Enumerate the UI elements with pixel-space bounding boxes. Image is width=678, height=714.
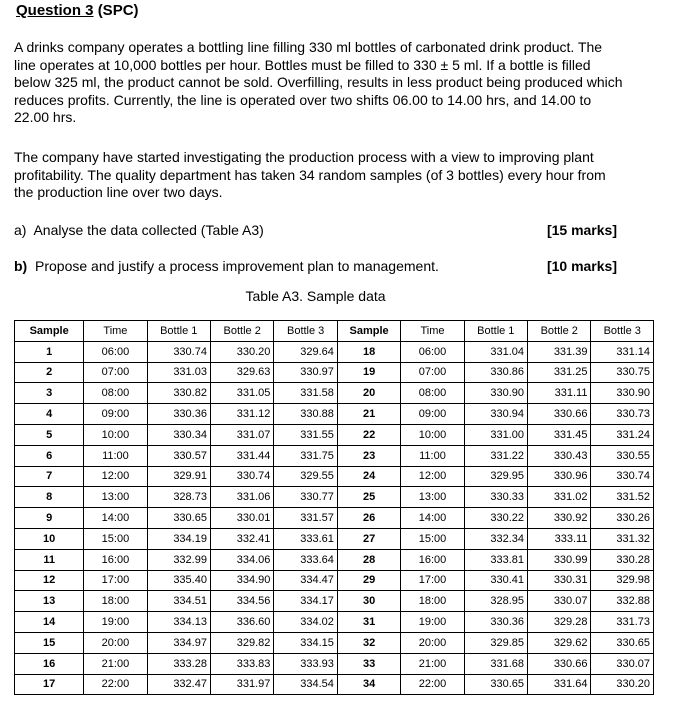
sample-number-cell: 26 bbox=[337, 508, 401, 529]
bottle-value-cell: 331.12 bbox=[210, 404, 273, 425]
bottle-value-cell: 333.61 bbox=[274, 528, 337, 549]
bottle-value-cell: 334.17 bbox=[274, 591, 337, 612]
table-row bbox=[15, 424, 654, 445]
sample-data-table bbox=[14, 320, 654, 695]
bottle-value-cell: 330.86 bbox=[464, 362, 527, 383]
time-cell: 06:00 bbox=[84, 341, 147, 362]
bottle-value-cell: 329.63 bbox=[210, 362, 273, 383]
sample-number-cell: 14 bbox=[15, 612, 84, 633]
sample-number-cell: 25 bbox=[337, 487, 401, 508]
time-cell: 07:00 bbox=[84, 362, 147, 383]
sample-number-cell: 9 bbox=[15, 508, 84, 529]
table-row bbox=[15, 508, 654, 529]
table-caption: Table A3. Sample data bbox=[245, 288, 386, 304]
table-row bbox=[15, 653, 654, 674]
table-row bbox=[15, 632, 654, 653]
bottle-value-cell: 331.57 bbox=[274, 508, 337, 529]
bottle-value-cell: 329.85 bbox=[464, 632, 527, 653]
sample-number-cell: 21 bbox=[337, 404, 401, 425]
sample-number-cell: 15 bbox=[15, 632, 84, 653]
sample-number-cell: 12 bbox=[15, 570, 84, 591]
bottle-value-cell: 329.91 bbox=[147, 466, 210, 487]
time-cell: 22:00 bbox=[401, 674, 464, 695]
sample-number-cell: 5 bbox=[15, 424, 84, 445]
column-header-sample: Sample bbox=[337, 321, 401, 342]
bottle-value-cell: 331.07 bbox=[210, 424, 273, 445]
bottle-value-cell: 332.47 bbox=[147, 674, 210, 695]
time-cell: 08:00 bbox=[401, 383, 464, 404]
column-header-bottle-2: Bottle 2 bbox=[528, 321, 591, 342]
bottle-value-cell: 329.98 bbox=[591, 570, 654, 591]
time-cell: 19:00 bbox=[84, 612, 147, 633]
bottle-value-cell: 330.97 bbox=[274, 362, 337, 383]
sample-number-cell: 29 bbox=[337, 570, 401, 591]
bottle-value-cell: 334.47 bbox=[274, 570, 337, 591]
time-cell: 06:00 bbox=[401, 341, 464, 362]
time-cell: 18:00 bbox=[84, 591, 147, 612]
time-cell: 11:00 bbox=[84, 445, 147, 466]
sample-number-cell: 2 bbox=[15, 362, 84, 383]
bottle-value-cell: 333.83 bbox=[210, 653, 273, 674]
sample-number-cell: 23 bbox=[337, 445, 401, 466]
sample-number-cell: 19 bbox=[337, 362, 401, 383]
bottle-value-cell: 330.41 bbox=[464, 570, 527, 591]
bottle-value-cell: 330.90 bbox=[464, 383, 527, 404]
table-row bbox=[15, 404, 654, 425]
sample-number-cell: 4 bbox=[15, 404, 84, 425]
bottle-value-cell: 335.40 bbox=[147, 570, 210, 591]
bottle-value-cell: 331.04 bbox=[464, 341, 527, 362]
question-b bbox=[14, 258, 617, 274]
time-cell: 10:00 bbox=[84, 424, 147, 445]
bottle-value-cell: 329.82 bbox=[210, 632, 273, 653]
bottle-value-cell: 329.64 bbox=[274, 341, 337, 362]
time-cell: 14:00 bbox=[401, 508, 464, 529]
bottle-value-cell: 334.19 bbox=[147, 528, 210, 549]
bottle-value-cell: 330.55 bbox=[591, 445, 654, 466]
bottle-value-cell: 330.96 bbox=[528, 466, 591, 487]
time-cell: 19:00 bbox=[401, 612, 464, 633]
bottle-value-cell: 330.20 bbox=[591, 674, 654, 695]
time-cell: 21:00 bbox=[84, 653, 147, 674]
time-cell: 22:00 bbox=[84, 674, 147, 695]
bottle-value-cell: 334.97 bbox=[147, 632, 210, 653]
sample-number-cell: 27 bbox=[337, 528, 401, 549]
column-header-time: Time bbox=[84, 321, 147, 342]
question-a bbox=[14, 222, 617, 238]
bottle-value-cell: 333.93 bbox=[274, 653, 337, 674]
sample-number-cell: 3 bbox=[15, 383, 84, 404]
bottle-value-cell: 331.03 bbox=[147, 362, 210, 383]
sample-number-cell: 18 bbox=[337, 341, 401, 362]
bottle-value-cell: 330.28 bbox=[591, 549, 654, 570]
bottle-value-cell: 331.97 bbox=[210, 674, 273, 695]
time-cell: 16:00 bbox=[84, 549, 147, 570]
bottle-value-cell: 330.07 bbox=[528, 591, 591, 612]
bottle-value-cell: 331.25 bbox=[528, 362, 591, 383]
bottle-value-cell: 334.90 bbox=[210, 570, 273, 591]
bottle-value-cell: 330.01 bbox=[210, 508, 273, 529]
sample-number-cell: 24 bbox=[337, 466, 401, 487]
question-a-text bbox=[14, 222, 264, 238]
table-row bbox=[15, 487, 654, 508]
bottle-value-cell: 331.45 bbox=[528, 424, 591, 445]
table-row bbox=[15, 549, 654, 570]
bottle-value-cell: 331.06 bbox=[210, 487, 273, 508]
time-cell: 07:00 bbox=[401, 362, 464, 383]
bottle-value-cell: 330.57 bbox=[147, 445, 210, 466]
bottle-value-cell: 330.82 bbox=[147, 383, 210, 404]
bottle-value-cell: 332.99 bbox=[147, 549, 210, 570]
time-cell: 20:00 bbox=[84, 632, 147, 653]
sample-number-cell: 30 bbox=[337, 591, 401, 612]
bottle-value-cell: 331.05 bbox=[210, 383, 273, 404]
table-row bbox=[15, 341, 654, 362]
bottle-value-cell: 330.33 bbox=[464, 487, 527, 508]
bottle-value-cell: 334.54 bbox=[274, 674, 337, 695]
table-row bbox=[15, 612, 654, 633]
bottle-value-cell: 330.88 bbox=[274, 404, 337, 425]
time-cell: 17:00 bbox=[401, 570, 464, 591]
bottle-value-cell: 330.31 bbox=[528, 570, 591, 591]
bottle-value-cell: 330.99 bbox=[528, 549, 591, 570]
table-row bbox=[15, 570, 654, 591]
question-heading bbox=[16, 2, 139, 19]
bottle-value-cell: 330.07 bbox=[591, 653, 654, 674]
bottle-value-cell: 332.88 bbox=[591, 591, 654, 612]
sample-number-cell: 20 bbox=[337, 383, 401, 404]
bottle-value-cell: 330.43 bbox=[528, 445, 591, 466]
sample-number-cell: 11 bbox=[15, 549, 84, 570]
question-b-text bbox=[14, 258, 439, 274]
bottle-value-cell: 334.15 bbox=[274, 632, 337, 653]
bottle-value-cell: 330.65 bbox=[591, 632, 654, 653]
time-cell: 13:00 bbox=[401, 487, 464, 508]
sample-number-cell: 34 bbox=[337, 674, 401, 695]
bottle-value-cell: 330.20 bbox=[210, 341, 273, 362]
bottle-value-cell: 331.22 bbox=[464, 445, 527, 466]
sample-number-cell: 1 bbox=[15, 341, 84, 362]
time-cell: 11:00 bbox=[401, 445, 464, 466]
column-header-bottle-2: Bottle 2 bbox=[210, 321, 273, 342]
time-cell: 10:00 bbox=[401, 424, 464, 445]
sample-number-cell: 22 bbox=[337, 424, 401, 445]
bottle-value-cell: 330.90 bbox=[591, 383, 654, 404]
sample-number-cell: 10 bbox=[15, 528, 84, 549]
bottle-value-cell: 330.94 bbox=[464, 404, 527, 425]
bottle-value-cell: 329.28 bbox=[528, 612, 591, 633]
bottle-value-cell: 334.06 bbox=[210, 549, 273, 570]
table-row bbox=[15, 591, 654, 612]
sample-number-cell: 31 bbox=[337, 612, 401, 633]
question-a-letter: a) bbox=[14, 222, 27, 238]
bottle-value-cell: 330.26 bbox=[591, 508, 654, 529]
question-b-marks: [10 marks] bbox=[546, 258, 617, 274]
bottle-value-cell: 334.13 bbox=[147, 612, 210, 633]
bottle-value-cell: 331.64 bbox=[528, 674, 591, 695]
column-header-bottle-3: Bottle 3 bbox=[274, 321, 337, 342]
bottle-value-cell: 330.22 bbox=[464, 508, 527, 529]
bottle-value-cell: 330.74 bbox=[591, 466, 654, 487]
sample-number-cell: 33 bbox=[337, 653, 401, 674]
bottle-value-cell: 329.95 bbox=[464, 466, 527, 487]
bottle-value-cell: 331.02 bbox=[528, 487, 591, 508]
time-cell: 12:00 bbox=[401, 466, 464, 487]
bottle-value-cell: 330.77 bbox=[274, 487, 337, 508]
bottle-value-cell: 331.52 bbox=[591, 487, 654, 508]
sample-number-cell: 17 bbox=[15, 674, 84, 695]
time-cell: 13:00 bbox=[84, 487, 147, 508]
time-cell: 14:00 bbox=[84, 508, 147, 529]
sample-number-cell: 28 bbox=[337, 549, 401, 570]
table-row bbox=[15, 362, 654, 383]
bottle-value-cell: 336.60 bbox=[210, 612, 273, 633]
bottle-value-cell: 331.58 bbox=[274, 383, 337, 404]
time-cell: 09:00 bbox=[401, 404, 464, 425]
bottle-value-cell: 331.39 bbox=[528, 341, 591, 362]
bottle-value-cell: 333.11 bbox=[528, 528, 591, 549]
table-header-row bbox=[15, 321, 654, 342]
bottle-value-cell: 333.64 bbox=[274, 549, 337, 570]
bottle-value-cell: 331.00 bbox=[464, 424, 527, 445]
time-cell: 17:00 bbox=[84, 570, 147, 591]
bottle-value-cell: 331.32 bbox=[591, 528, 654, 549]
sample-number-cell: 16 bbox=[15, 653, 84, 674]
bottle-value-cell: 331.73 bbox=[591, 612, 654, 633]
table-row bbox=[15, 528, 654, 549]
bottle-value-cell: 331.24 bbox=[591, 424, 654, 445]
question-a-marks: [15 marks] bbox=[546, 222, 617, 238]
bottle-value-cell: 334.51 bbox=[147, 591, 210, 612]
bottle-value-cell: 328.95 bbox=[464, 591, 527, 612]
bottle-value-cell: 334.56 bbox=[210, 591, 273, 612]
time-cell: 15:00 bbox=[401, 528, 464, 549]
question-b-body: Propose and justify a process improvement plan to management. bbox=[35, 258, 439, 274]
bottle-value-cell: 330.75 bbox=[591, 362, 654, 383]
sample-number-cell: 13 bbox=[15, 591, 84, 612]
bottle-value-cell: 334.02 bbox=[274, 612, 337, 633]
question-b-letter: b) bbox=[14, 258, 28, 274]
bottle-value-cell: 330.36 bbox=[147, 404, 210, 425]
bottle-value-cell: 331.75 bbox=[274, 445, 337, 466]
table-row bbox=[15, 445, 654, 466]
bottle-value-cell: 330.36 bbox=[464, 612, 527, 633]
time-cell: 09:00 bbox=[84, 404, 147, 425]
time-cell: 12:00 bbox=[84, 466, 147, 487]
bottle-value-cell: 330.73 bbox=[591, 404, 654, 425]
column-header-bottle-3: Bottle 3 bbox=[591, 321, 654, 342]
bottle-value-cell: 328.73 bbox=[147, 487, 210, 508]
column-header-bottle-1: Bottle 1 bbox=[147, 321, 210, 342]
column-header-time: Time bbox=[401, 321, 464, 342]
bottle-value-cell: 333.28 bbox=[147, 653, 210, 674]
bottle-value-cell: 331.68 bbox=[464, 653, 527, 674]
bottle-value-cell: 333.81 bbox=[464, 549, 527, 570]
sample-number-cell: 7 bbox=[15, 466, 84, 487]
intro-paragraph: A drinks company operates a bottling line filling 330 ml bottles of carbonated drink product. The line operates at 10,000 bottles per hour. Bottles must be filled to 330 ± 5 ml. If a bottle is filled below 325 ml, the product cannot be sold. Overfilling, results in less product being produced which reduces profits. Currently, the line is operated over two shifts 06.00 to 14.00 hrs, and 14.00 to 22.00 hrs. bbox=[14, 39, 623, 126]
bottle-value-cell: 330.65 bbox=[464, 674, 527, 695]
bottle-value-cell: 331.14 bbox=[591, 341, 654, 362]
time-cell: 21:00 bbox=[401, 653, 464, 674]
bottle-value-cell: 332.41 bbox=[210, 528, 273, 549]
bottle-value-cell: 331.55 bbox=[274, 424, 337, 445]
question-title: Question 3 bbox=[16, 2, 94, 19]
bottle-value-cell: 330.66 bbox=[528, 404, 591, 425]
bottle-value-cell: 331.44 bbox=[210, 445, 273, 466]
sample-number-cell: 8 bbox=[15, 487, 84, 508]
bottle-value-cell: 331.11 bbox=[528, 383, 591, 404]
table-row bbox=[15, 383, 654, 404]
time-cell: 15:00 bbox=[84, 528, 147, 549]
table-row bbox=[15, 674, 654, 695]
context-paragraph: The company have started investigating the production process with a view to improving plant profitability. The quality department has taken 34 random samples (of 3 bottles) every hour from the production line over two days. bbox=[14, 149, 606, 201]
bottle-value-cell: 330.66 bbox=[528, 653, 591, 674]
sample-number-cell: 32 bbox=[337, 632, 401, 653]
question-topic: (SPC) bbox=[97, 2, 139, 19]
time-cell: 08:00 bbox=[84, 383, 147, 404]
time-cell: 20:00 bbox=[401, 632, 464, 653]
bottle-value-cell: 330.74 bbox=[147, 341, 210, 362]
bottle-value-cell: 330.65 bbox=[147, 508, 210, 529]
bottle-value-cell: 330.34 bbox=[147, 424, 210, 445]
bottle-value-cell: 330.74 bbox=[210, 466, 273, 487]
question-a-body: Analyse the data collected (Table A3) bbox=[33, 222, 264, 238]
bottle-value-cell: 329.55 bbox=[274, 466, 337, 487]
table-row bbox=[15, 466, 654, 487]
column-header-sample: Sample bbox=[15, 321, 84, 342]
column-header-bottle-1: Bottle 1 bbox=[464, 321, 527, 342]
sample-number-cell: 6 bbox=[15, 445, 84, 466]
time-cell: 16:00 bbox=[401, 549, 464, 570]
bottle-value-cell: 332.34 bbox=[464, 528, 527, 549]
bottle-value-cell: 329.62 bbox=[528, 632, 591, 653]
bottle-value-cell: 330.92 bbox=[528, 508, 591, 529]
time-cell: 18:00 bbox=[401, 591, 464, 612]
